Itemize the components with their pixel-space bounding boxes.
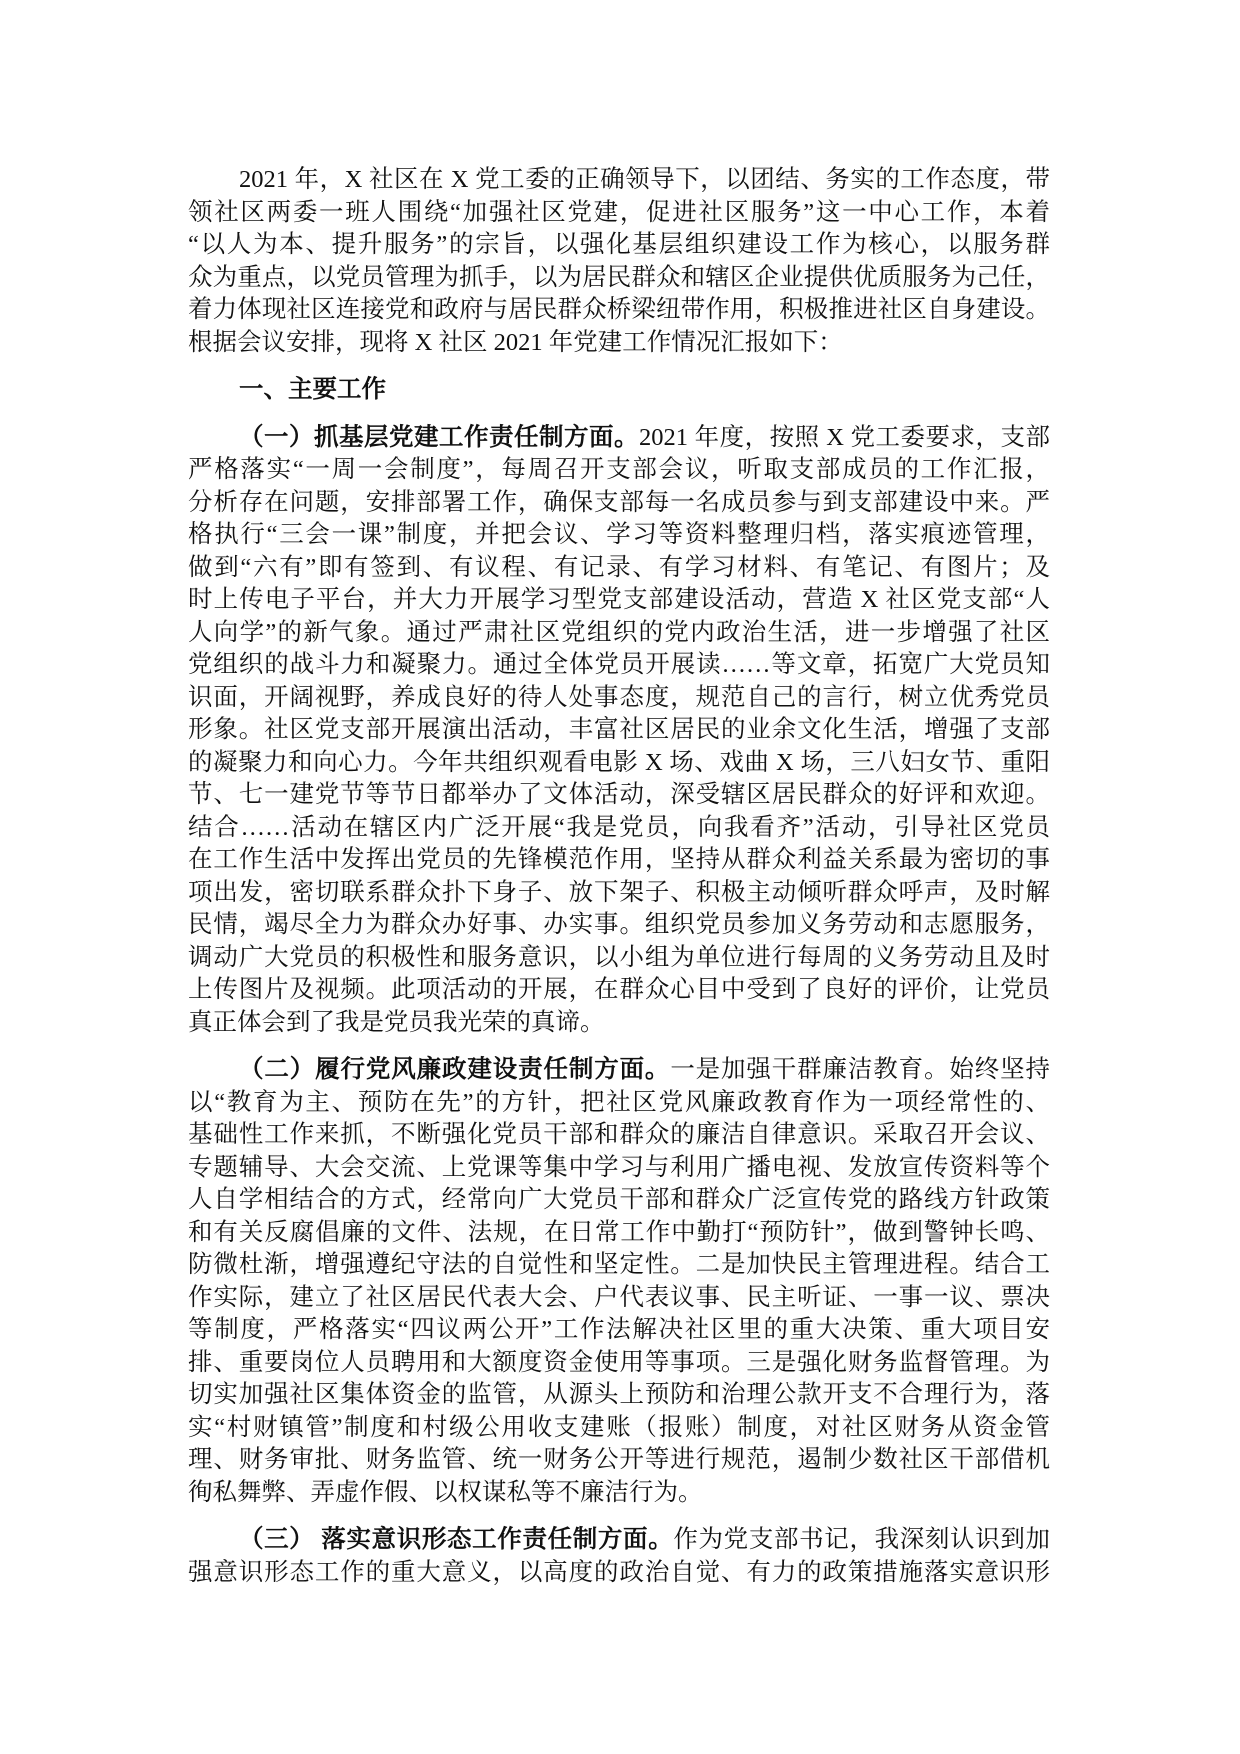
line-text: 实“村财镇管”制度和村级公用收支建账（报账）制度，对社区财务从资金管 bbox=[188, 1413, 1050, 1441]
line-text: 做到“六有”即有签到、有议程、有记录、有学习材料、有笔记、有图片；及 bbox=[188, 553, 1050, 581]
text-line bbox=[188, 942, 1050, 975]
text-line bbox=[188, 1249, 1050, 1282]
text-line bbox=[188, 1379, 1050, 1412]
line-text: 严格落实“一周一会制度”，每周召开支部会议，听取支部成员的工作汇报， bbox=[188, 456, 1050, 483]
text-line bbox=[188, 1184, 1050, 1217]
text-line bbox=[188, 1007, 1050, 1040]
text-line bbox=[188, 197, 1050, 230]
line-text: 2021 年，X 社区在 X 党工委的正确领导下，以团结、务实的工作态度，带 bbox=[239, 166, 1050, 193]
text-line bbox=[188, 584, 1050, 617]
text-line bbox=[188, 1087, 1050, 1120]
line-text: 真正体会到了我是党员我光荣的真谛。 bbox=[188, 1008, 605, 1036]
line-text: 等制度，严格落实“四议两公开”工作法解决社区里的重大决策、重大项目安 bbox=[188, 1316, 1050, 1343]
text-line bbox=[188, 164, 1050, 197]
paragraph bbox=[188, 422, 1050, 1040]
text-line bbox=[188, 649, 1050, 682]
text-line bbox=[188, 909, 1050, 942]
text-line bbox=[188, 327, 1050, 360]
line-text: 作为党支部书记，我深刻认识到加 bbox=[673, 1526, 1051, 1553]
line-text: 的凝聚力和向心力。今年共组织观看电影 X 场、戏曲 X 场，三八妇女节、重阳 bbox=[188, 748, 1050, 776]
line-text: 节、七一建党节等节日都举办了文体活动，深受辖区居民群众的好评和欢迎。 bbox=[188, 781, 1050, 808]
line-text: 和有关反腐倡廉的文件、法规，在日常工作中勤打“预防针”，做到警钟长鸣、 bbox=[188, 1218, 1050, 1246]
line-text: 格执行“三会一课”制度，并把会议、学习等资料整理归档，落实痕迹管理， bbox=[188, 521, 1050, 548]
text-line bbox=[188, 519, 1050, 552]
line-text: 调动广大党员的积极性和服务意识，以小组为单位进行每周的义务劳动且及时 bbox=[188, 943, 1050, 971]
paragraph bbox=[188, 1524, 1050, 1589]
line-text: 人自学相结合的方式，经常向广大党员干部和群众广泛宣传党的路线方针政策 bbox=[188, 1186, 1050, 1213]
text-line bbox=[188, 1054, 1050, 1087]
text-line bbox=[188, 262, 1050, 295]
document-page bbox=[188, 164, 1050, 1604]
line-text: 理、财务审批、财务监管、统一财务公开等进行规范，遏制少数社区干部借机 bbox=[188, 1446, 1050, 1473]
line-text: 党组织的战斗力和凝聚力。通过全体党员开展读……等文章，拓宽广大党员知 bbox=[188, 651, 1050, 678]
text-line bbox=[188, 1152, 1050, 1185]
paragraph-lead: （二）履行党风廉政建设责任制方面。 bbox=[239, 1056, 671, 1083]
text-line bbox=[188, 844, 1050, 877]
line-text: 作实际，建立了社区居民代表大会、户代表议事、民主听证、一事一议、票决 bbox=[188, 1283, 1050, 1311]
text-line bbox=[188, 1217, 1050, 1250]
text-line bbox=[188, 487, 1050, 520]
text-line bbox=[188, 617, 1050, 650]
text-line bbox=[188, 229, 1050, 262]
text-line bbox=[188, 1557, 1050, 1590]
text-line bbox=[188, 552, 1050, 585]
text-line bbox=[188, 422, 1050, 455]
text-line bbox=[188, 682, 1050, 715]
sections bbox=[188, 422, 1050, 1590]
paragraph-lead: （三） 落实意识形态工作责任制方面。 bbox=[239, 1526, 674, 1553]
line-text: 根据会议安排，现将 X 社区 2021 年党建工作情况汇报如下： bbox=[188, 328, 843, 356]
line-text: 基础性工作来抓，不断强化党员干部和群众的廉洁自律意识。采取召开会议、 bbox=[188, 1121, 1050, 1148]
text-line bbox=[188, 714, 1050, 747]
text-line bbox=[188, 1347, 1050, 1380]
text-line bbox=[188, 779, 1050, 812]
text-line bbox=[188, 877, 1050, 910]
line-text: “以人为本、提升服务”的宗旨，以强化基层组织建设工作为核心，以服务群 bbox=[188, 231, 1050, 258]
line-text: 识面，开阔视野，养成良好的待人处事态度，规范自己的言行，树立优秀党员 bbox=[188, 683, 1050, 711]
line-text: 一是加强干群廉洁教育。始终坚持 bbox=[670, 1056, 1051, 1083]
text-line bbox=[188, 1477, 1050, 1510]
line-text: 以“教育为主、预防在先”的方针，把社区党风廉政教育作为一项经常性的、 bbox=[188, 1088, 1050, 1116]
line-text: 上传图片及视频。此项活动的开展，在群众心目中受到了良好的评价，让党员 bbox=[188, 976, 1050, 1003]
line-text: 项出发，密切联系群众扑下身子、放下架子、积极主动倾听群众呼声，及时解 bbox=[188, 878, 1050, 906]
text-line bbox=[188, 454, 1050, 487]
line-text: 分析存在问题，安排部署工作，确保支部每一名成员参与到支部建设中来。严 bbox=[188, 488, 1050, 516]
line-text: 强意识形态工作的重大意义，以高度的政治自觉、有力的政策措施落实意识形 bbox=[188, 1558, 1050, 1586]
line-text: 2021 年度，按照 X 党工委要求，支部 bbox=[638, 423, 1050, 451]
line-text: 着力体现社区连接党和政府与居民群众桥梁纽带作用，积极推进社区自身建设。 bbox=[188, 296, 1050, 323]
line-text: 结合……活动在辖区内广泛开展“我是党员，向我看齐”活动，引导社区党员 bbox=[188, 813, 1050, 841]
line-text: 人向学”的新气象。通过严肃社区党组织的党内政治生活，进一步增强了社区 bbox=[188, 618, 1050, 646]
paragraph bbox=[188, 164, 1050, 359]
line-text: 在工作生活中发挥出党员的先锋模范作用，坚持从群众利益关系最为密切的事 bbox=[188, 846, 1050, 873]
line-text: 排、重要岗位人员聘用和大额度资金使用等事项。三是强化财务监督管理。为 bbox=[188, 1348, 1050, 1376]
line-text: 领社区两委一班人围绕“加强社区党建，促进社区服务”这一中心工作，本着 bbox=[188, 198, 1050, 226]
text-line bbox=[188, 1444, 1050, 1477]
text-line bbox=[188, 1412, 1050, 1445]
paragraph bbox=[188, 1054, 1050, 1509]
line-text: 时上传电子平台，并大力开展学习型党支部建设活动，营造 X 社区党支部“人 bbox=[188, 586, 1050, 613]
paragraph-lead: （一）抓基层党建工作责任制方面。 bbox=[239, 423, 639, 451]
line-text: 徇私舞弊、弄虚作假、以权谋私等不廉洁行为。 bbox=[188, 1478, 703, 1506]
line-text: 切实加强社区集体资金的监管，从源头上预防和治理公款开支不合理行为，落 bbox=[188, 1381, 1050, 1408]
line-text: 民情，竭尽全力为群众办好事、办实事。组织党员参加义务劳动和志愿服务， bbox=[188, 911, 1050, 938]
text-line bbox=[188, 1282, 1050, 1315]
text-line bbox=[188, 747, 1050, 780]
section-heading: 一、主要工作 bbox=[239, 376, 386, 403]
text-line bbox=[188, 974, 1050, 1007]
text-line bbox=[188, 1524, 1050, 1557]
line-text: 形象。社区党支部开展演出活动，丰富社区居民的业余文化生活，增强了支部 bbox=[188, 716, 1050, 743]
line-text: 防微杜渐，增强遵纪守法的自觉性和坚定性。二是加快民主管理进程。结合工 bbox=[188, 1251, 1050, 1278]
text-line bbox=[188, 294, 1050, 327]
line-text: 专题辅导、大会交流、上党课等集中学习与利用广播电视、发放宣传资料等个 bbox=[188, 1153, 1050, 1181]
text-line bbox=[188, 1314, 1050, 1347]
text-line bbox=[188, 1119, 1050, 1152]
intro-paragraph bbox=[188, 164, 1050, 359]
line-text: 众为重点，以党员管理为抓手，以为居民群众和辖区企业提供优质服务为己任， bbox=[188, 263, 1050, 291]
text-line bbox=[188, 812, 1050, 845]
